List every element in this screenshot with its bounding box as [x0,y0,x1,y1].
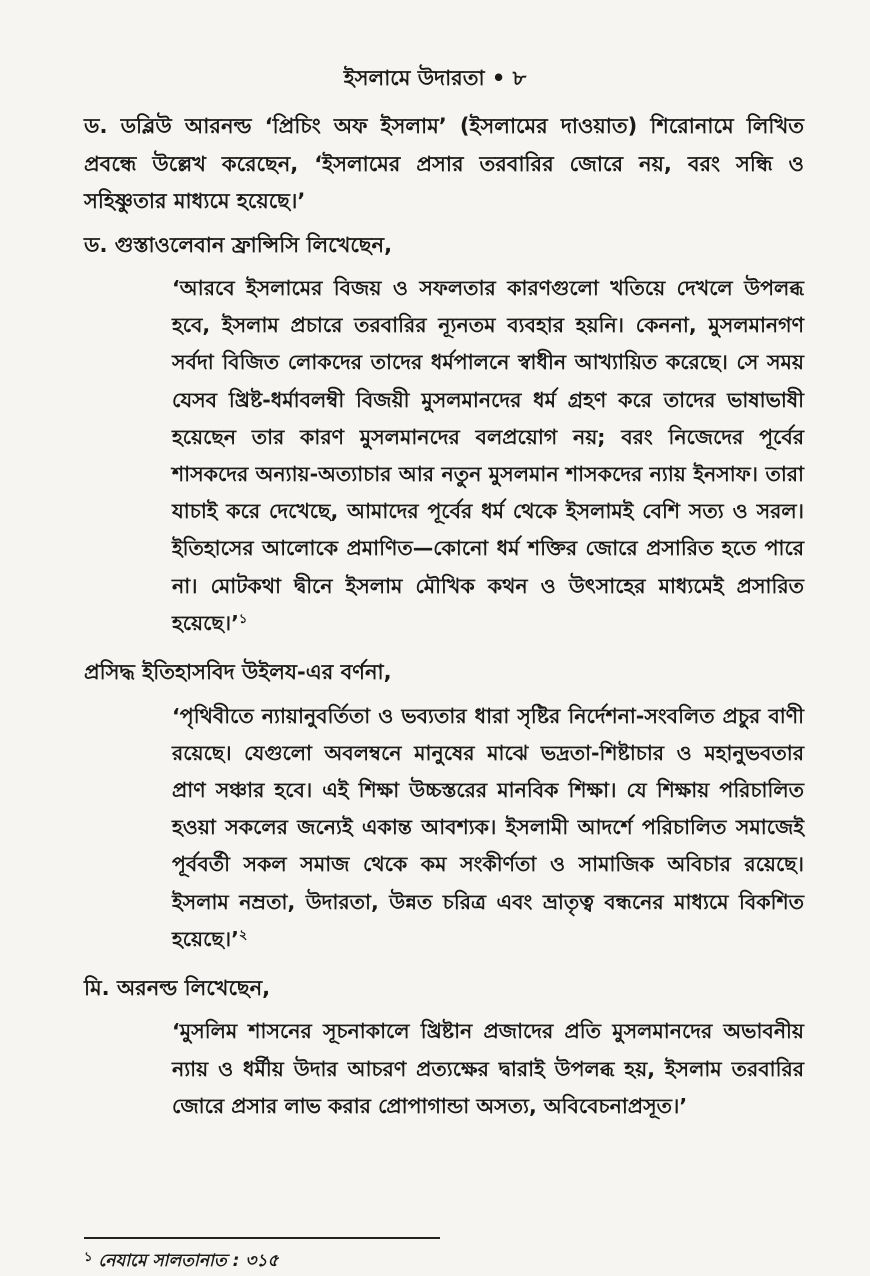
footnote-ref: ১ [238,611,248,627]
footnote-number: ১ [84,1250,93,1265]
footnote-ref: ২ [238,927,248,943]
lead-gustave-le-bon: ড. গুস্তাওলেবান ফ্রান্সিসি লিখেছেন, [84,232,393,257]
page-body [84,108,804,1125]
quote-text: ‘আরবে ইসলামের বিজয় ও সফলতার কারণগুলো খতিয়ে দেখলে উপলব্ধ হবে, ইসলাম প্রচারে তরবারির ন্যূনতম ব্যবহার হয়নি। কেননা, মুসলমানগণ সর্বদা বিজিত লোকদের তাদের ধর্মপালনে স্বাধীন আখ্যায়িত করেছে। সে সময় যেসব খ্রিষ্ট-ধর্মাবলম্বী বিজয়ী মুসলমানদের ধর্ম গ্রহণ করে তাদের ভাষাভাষী হয়েছেন তার কারণ মুসলমানদের বলপ্রয়োগ নয়; বরং নিজেদের পূর্বের শাসকদের অন্যায়-অত্যাচার আর নতুন মুসলমান শাসকদের ন্যায় ইনসাফ। তারা যাচাই করে দেখেছে, আমাদের পূর্বের ধর্ম থেকে ইসলামই বেশি সত্য ও সরল। ইতিহাসের আলোকে প্রমাণিত—কোনো ধর্ম শক্তির জোরে প্রসারিত হতে পারে না। মোটকথা দ্বীনে ইসলাম মৌখিক কথন ও উৎসাহের মাধ্যমেই প্রসারিত হয়েছে।’ [172,276,804,635]
footnote [84,1248,684,1276]
footnote-divider [84,1237,440,1239]
paragraph-arnold-intro: ড. ডব্লিউ আরনল্ড ‘প্রিচিং অফ ইসলাম’ (ইসলামের দাওয়াত) শিরোনামে লিখিত প্রবন্ধে উল্লেখ করেছেন, ‘ইসলামের প্রসার তরবারির জোরে নয়, বরং সন্ধি ও সহিষ্ণুতার মাধ্যমে হয়েছে।’ [84,114,804,213]
quote-text: ‘পৃথিবীতে ন্যায়ানুবর্তিতা ও ভব্যতার ধারা সৃষ্টির নির্দেশনা-সংবলিত প্রচুর বাণী রয়েছে। যেগুলো অবলম্বনে মানুষের মাঝে ভদ্রতা-শিষ্টাচার ও মহানুভবতার প্রাণ সঞ্চার হবে। এই শিক্ষা উচ্চস্তরের মানবিক শিক্ষা। যে শিক্ষায় পরিচালিত হওয়া সকলের জন্যেই একান্ত আবশ্যক। ইসলামী আদর্শে পরিচালিত সমাজেই পূর্ববর্তী সকল সমাজ থেকে কম সংকীর্ণতা ও সামাজিক অবিচার রয়েছে। ইসলাম নম্রতা, উদারতা, উন্নত চরিত্র এবং ভ্রাতৃত্ব বন্ধনের মাধ্যমে বিকশিত হয়েছে।’ [172,703,804,951]
footnote-text: নেযামে সালতানাত : ৩১৫ [98,1251,279,1271]
quote-arnold: ‘মুসলিম শাসনের সূচনাকালে খ্রিষ্টান প্রজাদের প্রতি মুসলমানদের অভাবনীয় ন্যায় ও ধর্মীয় উদার আচরণ প্রত্যক্ষের দ্বারাই উপলব্ধ হয়, ইসলাম তরবারির জোরে প্রসার লাভ করার প্রোপাগান্ডা অসত্য, অবিবেচনাপ্রসূত।’ [172,1019,804,1118]
lead-arnold: মি. অরনল্ড লিখেছেন, [84,975,271,1000]
page-header: ইসলামে উদারতা • ৮ [343,66,527,90]
lead-wells: প্রসিদ্ধ ইতিহাসবিদ উইলয-এর বর্ণনা, [84,660,392,685]
quote-gustave-le-bon [172,270,804,642]
quote-wells [172,698,804,958]
